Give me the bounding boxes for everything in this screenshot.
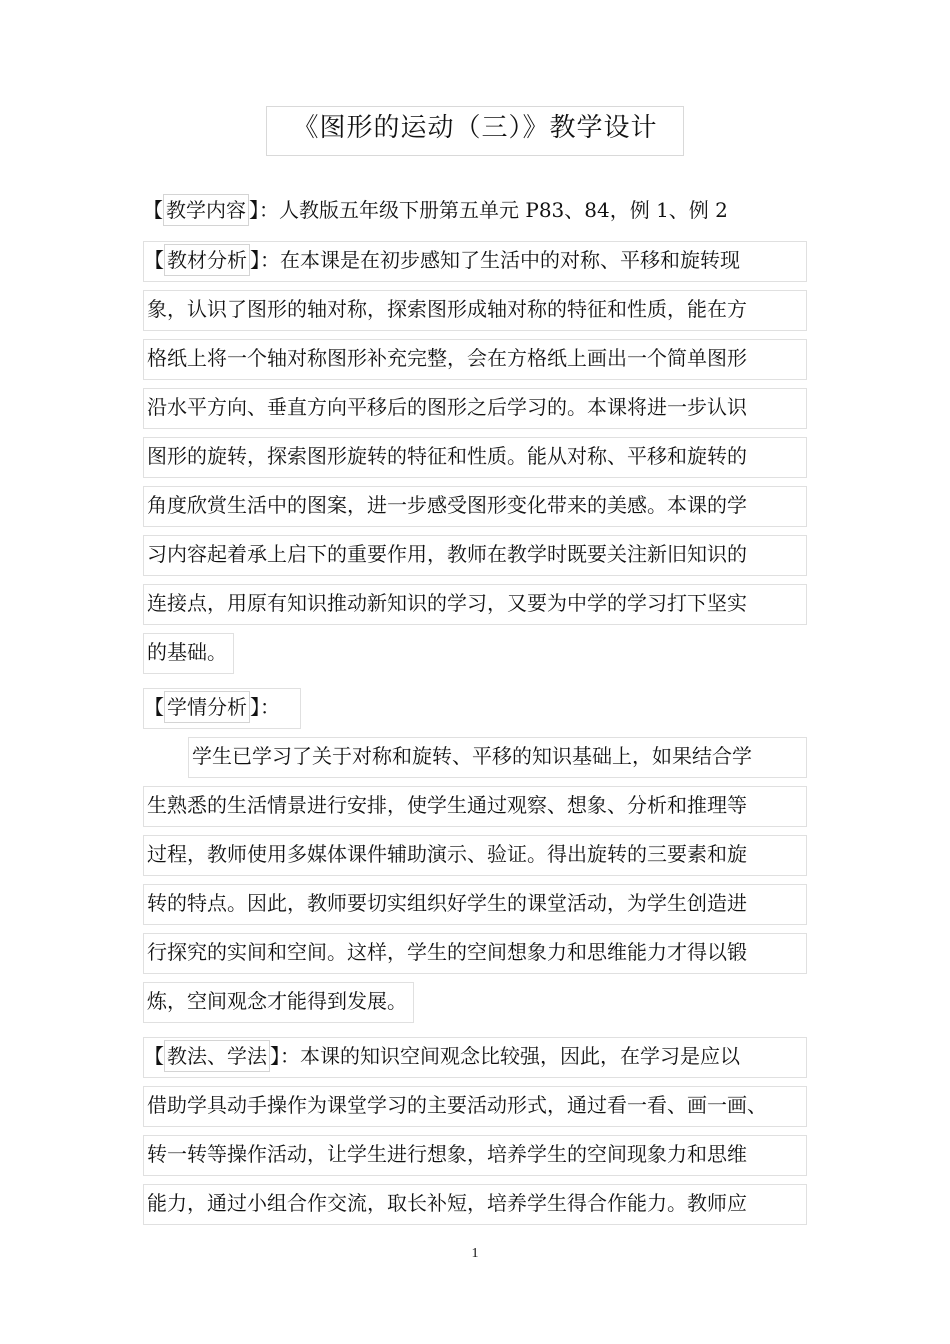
paragraph-line: 图形的旋转，探索图形旋转的特征和性质。能从对称、平移和旋转的 xyxy=(143,437,807,478)
paragraph-line: 过程，教师使用多媒体课件辅助演示、验证。得出旋转的三要素和旋 xyxy=(143,835,807,876)
page-number: 1 xyxy=(471,1246,479,1261)
paragraph-line: 炼，空间观念才能得到发展。 xyxy=(143,982,414,1023)
document-title: 《图形的运动（三）》教学设计 xyxy=(292,113,658,143)
methods-label: 教法、学法 xyxy=(164,1040,270,1072)
methods-text-1: ：本课的知识空间观念比较强，因此，在学习是应以 xyxy=(280,1044,740,1068)
paragraph-line: 借助学具动手操作为课堂学习的主要活动形式，通过看一看、画一画、 xyxy=(143,1086,807,1127)
paragraph-line: 角度欣赏生活中的图案，进一步感受图形变化带来的美感。本课的学 xyxy=(143,486,807,527)
paragraph-line: 转的特点。因此，教师要切实组织好学生的课堂活动，为学生创造进 xyxy=(143,884,807,925)
methods-line-1: 【 教法、学法 】：本课的知识空间观念比较强，因此，在学习是应以 xyxy=(143,1037,807,1078)
student-analysis-heading: 【 学情分析 】： xyxy=(143,688,301,729)
paragraph-line: 行探究的实间和空间。这样，学生的空间想象力和思维能力才得以锻 xyxy=(143,933,807,974)
teaching-content-label: 教学内容 xyxy=(163,194,249,226)
teaching-content-text: ：人教版五年级下册第五单元 P83、84，例 1、例 2 xyxy=(259,198,728,222)
material-analysis-label: 教材分析 xyxy=(164,244,250,276)
paragraph-line: 沿水平方向、垂直方向平移后的图形之后学习的。本课将进一步认识 xyxy=(143,388,807,429)
paragraph-line: 生熟悉的生活情景进行安排，使学生通过观察、想象、分析和推理等 xyxy=(143,786,807,827)
paragraph-line: 学生已学习了关于对称和旋转、平移的知识基础上，如果结合学 xyxy=(188,737,807,778)
material-analysis-text-1: ：在本课是在初步感知了生活中的对称、平移和旋转现 xyxy=(260,248,740,272)
material-analysis-line-1: 【 教材分析 】：在本课是在初步感知了生活中的对称、平移和旋转现 xyxy=(143,241,807,282)
paragraph-line: 能力，通过小组合作交流，取长补短，培养学生得合作能力。教师应 xyxy=(143,1184,807,1225)
paragraph-line: 格纸上将一个轴对称图形补充完整，会在方格纸上画出一个简单图形 xyxy=(143,339,807,380)
paragraph-line: 习内容起着承上启下的重要作用，教师在教学时既要关注新旧知识的 xyxy=(143,535,807,576)
paragraph-line: 象，认识了图形的轴对称，探索图形成轴对称的特征和性质，能在方 xyxy=(143,290,807,331)
student-analysis-label: 学情分析 xyxy=(164,691,250,723)
paragraph-line: 转一转等操作活动，让学生进行想象，培养学生的空间现象力和思维 xyxy=(143,1135,807,1176)
paragraph-line: 的基础。 xyxy=(143,633,234,674)
teaching-content-line: 【 教学内容 】：人教版五年级下册第五单元 P83、84，例 1、例 2 xyxy=(143,192,807,233)
paragraph-line: 连接点，用原有知识推动新知识的学习，又要为中学的学习打下坚实 xyxy=(143,584,807,625)
